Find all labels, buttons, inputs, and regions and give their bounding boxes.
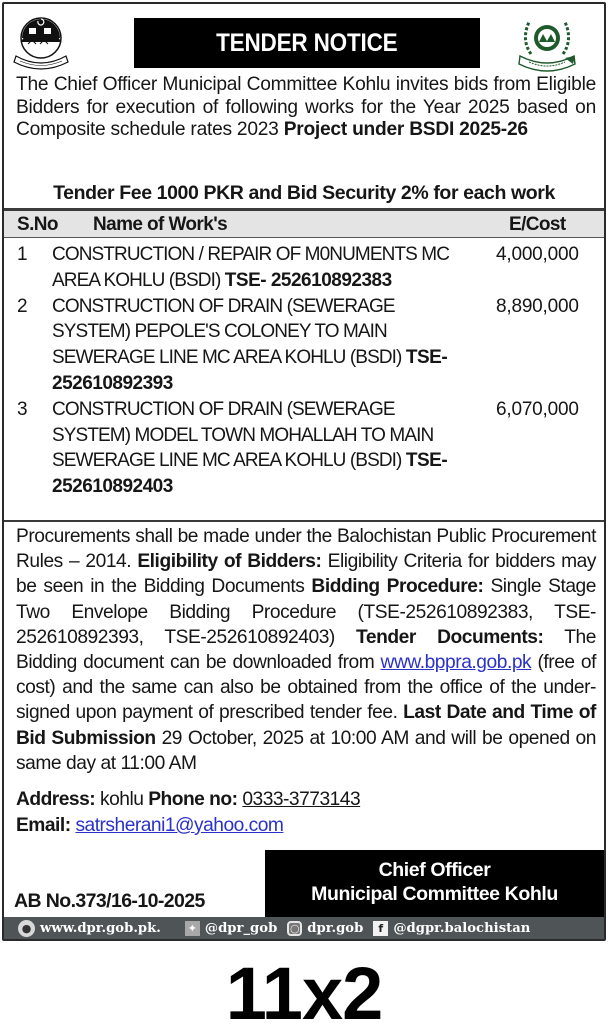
ab-number: AB No.373/16-10-2025 xyxy=(14,890,205,912)
address-label: Address: xyxy=(16,789,96,810)
documents-text-2: (free of cost) and the same can also be obtained from the office of the under-signed upon payment of prescribed tender fee. xyxy=(16,652,596,724)
footer-facebook-text: @dgpr.balochistan xyxy=(393,920,531,936)
rules-text: Procurements shall be made under the Balochistan Public Procurement Rules – 2014. xyxy=(16,526,596,573)
table-row xyxy=(4,397,604,500)
email-label: Email: xyxy=(16,815,71,836)
tse-number: TSE- 252610892393 xyxy=(52,347,448,394)
intro-text: The Chief Officer Municipal Committee Kohlu invites bids from Eligible Bidders for execution of following works for the Year 2025 based on Composite schedule rates 2023 xyxy=(16,74,596,140)
signature-block xyxy=(265,850,604,917)
procedure-label: Bidding Procedure: xyxy=(311,576,484,598)
footer-twitter[interactable] xyxy=(185,921,277,936)
footer-social-bar xyxy=(4,917,604,939)
twitter-icon: ✦ xyxy=(185,921,200,936)
emblem-icon xyxy=(12,12,70,74)
documents-text: The Bidding document can be downloaded from xyxy=(16,626,596,674)
table-divider xyxy=(4,520,604,522)
tse-number: TSE- 252610892403 xyxy=(52,450,448,498)
work-name: CONSTRUCTION OF DRAIN (SEWERAGE SYSTEM) MODEL TOWN MOHALLAH TO MAIN SEWERAGE LINE MC AREA KOHLU (BSDI) xyxy=(52,398,434,472)
signature-office: Municipal Committee Kohlu xyxy=(311,883,558,905)
deadline-label: Last Date and Time of Bid Submission xyxy=(16,702,596,749)
header-name: Name of Work's xyxy=(93,214,228,235)
footer-twitter-text: @dpr_gob xyxy=(204,920,278,936)
balochistan-emblem-logo xyxy=(12,12,70,74)
works-table-body xyxy=(4,242,604,500)
eligibility-text: Eligibility Criteria for bidders may be seen in the Bidding Documents xyxy=(16,551,596,598)
facebook-icon: f xyxy=(373,921,388,936)
fee-line: Tender Fee 1000 PKR and Bid Security 2% for each work xyxy=(53,182,555,204)
address-value: kohlu xyxy=(95,789,149,810)
header-sno: S.No xyxy=(17,214,58,235)
footer-facebook[interactable] xyxy=(373,921,530,936)
eligibility-label: Eligibility of Bidders: xyxy=(137,551,322,573)
title-banner xyxy=(134,18,480,68)
row-sno: 2 xyxy=(17,295,27,317)
row-cost: 4,000,000 xyxy=(496,244,579,265)
tse-number: TSE- 252610892383 xyxy=(224,269,392,291)
row-name xyxy=(52,397,462,500)
phone-number-link[interactable]: 0333-3773143 xyxy=(242,789,361,810)
email-link[interactable]: satrsherani1@yahoo.com xyxy=(75,815,284,836)
project-label: Project under BSDI 2025-26 xyxy=(283,119,528,140)
footer-website[interactable] xyxy=(18,920,161,937)
header-cost: E/Cost xyxy=(509,214,566,235)
table-row xyxy=(4,294,604,397)
globe-icon: ● xyxy=(18,920,35,937)
row-name xyxy=(52,242,462,294)
row-cost: 8,890,000 xyxy=(496,295,579,317)
footer-website-text: www.dpr.gob.pk. xyxy=(40,920,161,936)
procurement-paragraph xyxy=(16,524,596,776)
table-header xyxy=(4,208,604,238)
page-title: TENDER NOTICE xyxy=(216,28,398,57)
email-line xyxy=(16,815,283,837)
ad-size-label: 11x2 xyxy=(225,952,383,1024)
work-name: CONSTRUCTION / REPAIR OF M0NUMENTS MC AREA KOHLU (BSDI) xyxy=(52,244,450,291)
documents-label: Tender Documents: xyxy=(356,626,544,648)
work-name: CONSTRUCTION OF DRAIN (SEWERAGE SYSTEM) PEPOLE'S COLONEY TO MAIN SEWERAGE LINE MC AREA KOHLU (BSDI) xyxy=(52,295,406,369)
row-sno: 1 xyxy=(17,244,27,265)
signature-title: Chief Officer xyxy=(378,859,491,881)
row-sno: 3 xyxy=(17,398,27,420)
bppra-website-link[interactable]: www.bppra.gob.pk xyxy=(380,652,532,674)
dgpr-emblem-logo xyxy=(517,12,577,74)
phone-label: Phone no: xyxy=(148,789,238,810)
row-cost: 6,070,000 xyxy=(496,398,579,420)
table-row xyxy=(4,242,604,294)
row-name xyxy=(52,294,462,397)
intro-paragraph xyxy=(16,74,596,142)
procedure-text: Single Stage Two Envelope Bidding Procedure (TSE-252610892383, TSE- 252610892393, TSE-252610892403) xyxy=(16,576,596,648)
tender-notice xyxy=(2,2,606,941)
deadline-text: 29 October, 2025 at 10:00 AM and will be opened on same day at 11:00 AM xyxy=(16,727,596,774)
footer-instagram-text: dpr.gob xyxy=(307,920,364,936)
address-line xyxy=(16,789,360,811)
instagram-icon: ○ xyxy=(287,921,302,936)
footer-instagram[interactable] xyxy=(287,921,363,936)
wreath-emblem-icon xyxy=(517,12,577,74)
